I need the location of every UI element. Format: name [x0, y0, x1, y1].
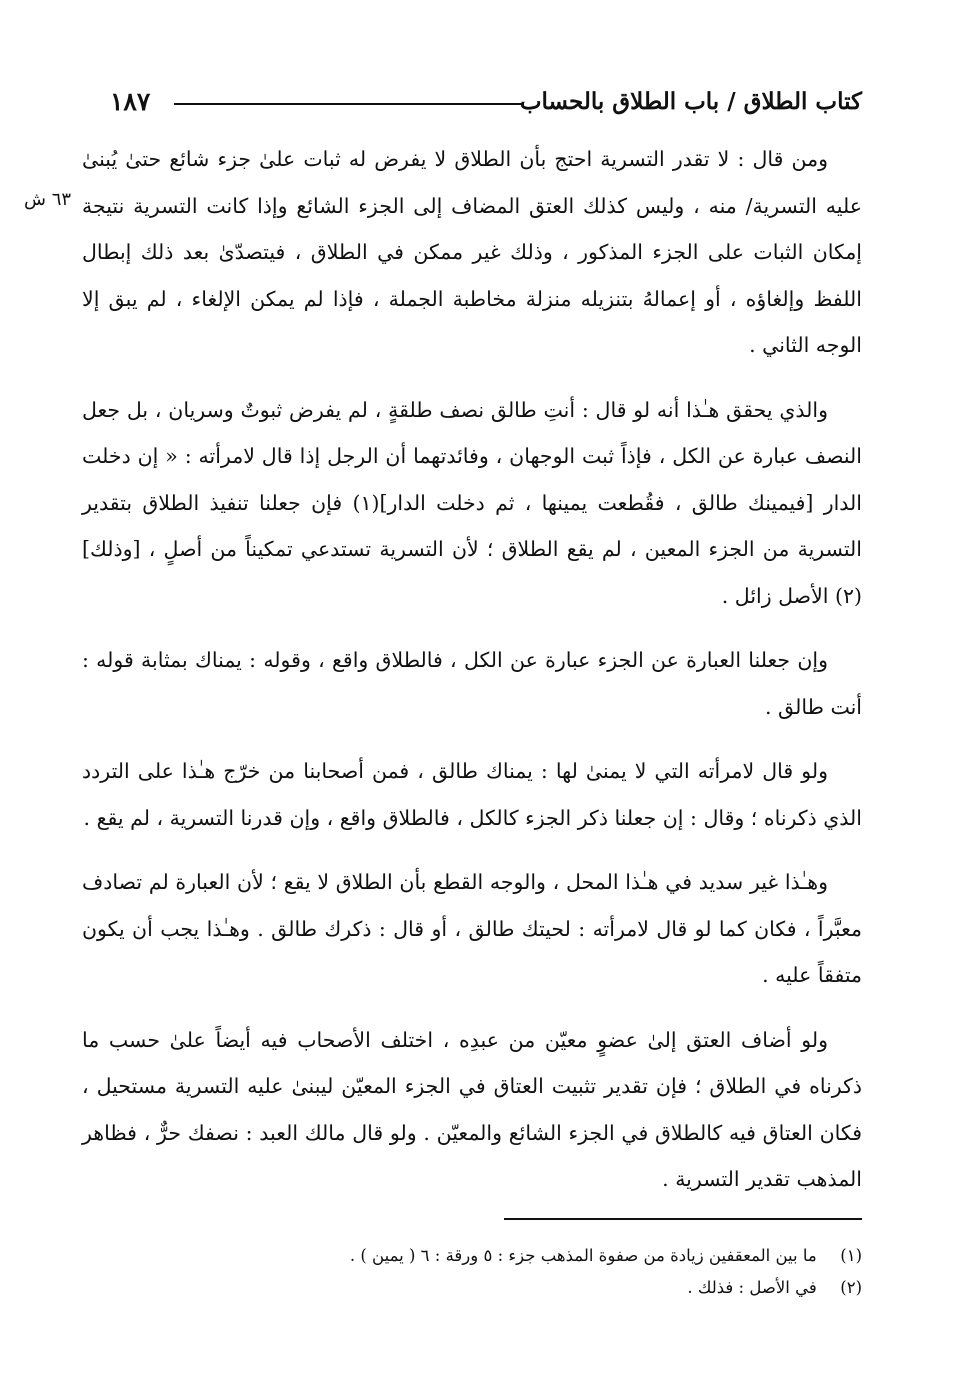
- footnote-text: ما بين المعقفين زيادة من صفوة المذهب جزء : ٥ ورقة : ٦ ( يمين ) .: [349, 1246, 817, 1265]
- main-text: [82, 136, 862, 1221]
- margin-folio-note: ٦٣ ش: [24, 189, 72, 210]
- paragraph-5: وهـٰذا غير سديد في هـٰذا المحل ، والوجه القطع بأن الطلاق لا يقع ؛ لأن العبارة لم تصادف معبَّراً ، فكان كما لو قال لامرأته : لحيتك طالق ، أو قال : ذكرك طالق . وهـٰذا يجب أن يكون متفقاً عليه .: [82, 870, 862, 987]
- page-header: [110, 82, 862, 122]
- footnote-number: (١): [840, 1246, 862, 1265]
- footnote-rule: [504, 1218, 862, 1220]
- paragraph-3: وإن جعلنا العبارة عن الجزء عبارة عن الكل ، فالطلاق واقع ، وقوله : يمناك بمثابة قوله : أنت طالق .: [82, 648, 862, 719]
- paragraph-6: ولو أضاف العتق إلىٰ عضوٍ معيّن من عبدِه ، اختلف الأصحاب فيه أيضاً علىٰ حسب ما ذكرناه في الطلاق ؛ فإن تقدير تثبيت العتاق في الجزء المعيّن ليبنىٰ عليه التسرية مستحيل ، فكان العتاق فيه كالطلاق في الجزء الشائع والمعيّن . ولو قال مالك العبد : نصفك حرٌّ ، فظاهر المذهب تقدير التسرية .: [82, 1027, 862, 1191]
- footnote-1: [240, 1240, 862, 1272]
- page-number: ١٨٧: [110, 87, 151, 116]
- header-rule: [174, 103, 524, 105]
- paragraph-2: والذي يحقق هـٰذا أنه لو قال : أنتِ طالق نصف طلقةٍ ، لم يفرض ثبوتٌ وسريان ، بل جعل النصف عبارة عن الكل ، فإذاً ثبت الوجهان ، وفائدتهما أن الرجل إذا قال لامرأته : « إن دخلت الدار [فيمينك طالق ، فقُطعت يمينها ، ثم دخلت الدار](١) فإن جعلنا تنفيذ الطلاق بتقدير التسرية من الجزء المعين ، لم يقع الطلاق ؛ لأن التسرية تستدعي تمكيناً من أصلٍ ، [وذلك](٢) الأصل زائل .: [82, 397, 862, 608]
- running-title: كتاب الطلاق / باب الطلاق بالحساب: [519, 88, 862, 115]
- footnote-number: (٢): [840, 1278, 862, 1297]
- footnotes: [240, 1240, 862, 1304]
- footnote-text: في الأصل : فذلك .: [687, 1278, 817, 1297]
- paragraph-1: ومن قال : لا تقدر التسرية احتج بأن الطلاق لا يفرض له ثبات علىٰ جزء شائع حتىٰ يُبنىٰ عليه التسرية/ منه ، وليس كذلك العتق المضاف إلى الجزء الشائع وإذا كانت التسرية نتيجة إمكان الثبات على الجزء المذكور ، وذلك غير ممكن في الطلاق ، فيتصدّىٰ بعد ذلك إبطال اللفظ وإلغاؤه ، أو إعمالهُ بتنزيله منزلة مخاطبة الجملة ، فإذا لم يمكن الإلغاء ، لم يبق إلا الوجه الثاني .: [82, 147, 862, 357]
- footnote-2: [240, 1272, 862, 1304]
- paragraph-4: ولو قال لامرأته التي لا يمنىٰ لها : يمناك طالق ، فمن أصحابنا من خرّج هـٰذا على التردد الذي ذكرناه ؛ وقال : إن جعلنا ذكر الجزء كالكل ، فالطلاق واقع ، وإن قدرنا التسرية ، لم يقع .: [82, 759, 862, 830]
